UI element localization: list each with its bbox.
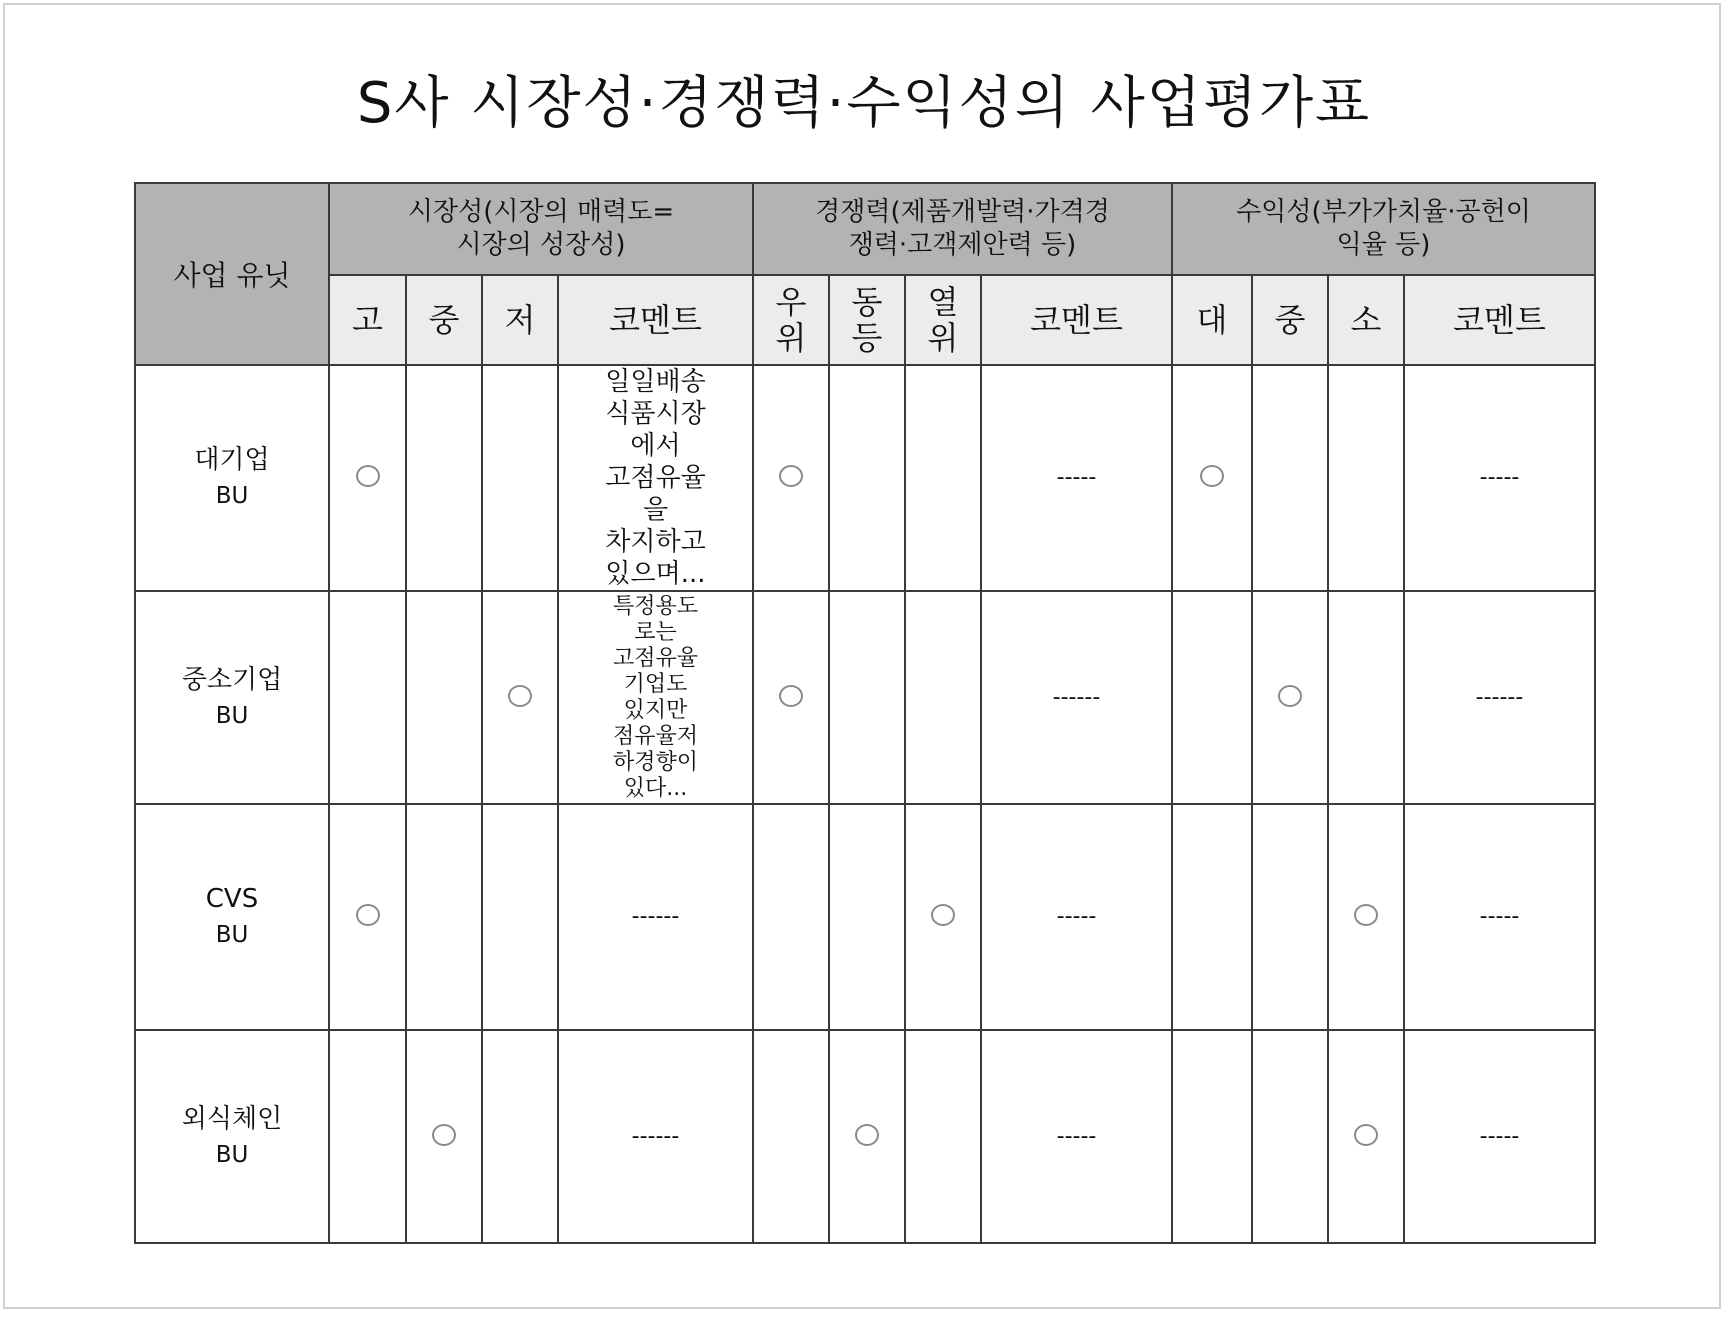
circle-mark-icon (931, 904, 955, 926)
circle-mark-icon (1200, 465, 1224, 487)
rating-mark (1328, 804, 1404, 1030)
table-row (135, 365, 1595, 591)
rating-cell (1328, 365, 1404, 591)
rating-mark (1328, 1030, 1404, 1243)
rating-cell (1172, 804, 1252, 1030)
rating-cell (406, 365, 482, 591)
circle-mark-icon (855, 1124, 879, 1146)
profit-small-header: 소 (1328, 275, 1404, 365)
rating-cell (829, 365, 905, 591)
business-unit-header: 사업 유닛 (135, 183, 329, 365)
table-row (135, 1030, 1595, 1243)
circle-mark-icon (779, 465, 803, 487)
rating-cell (1328, 591, 1404, 804)
rating-mark (329, 804, 406, 1030)
profit-mid-header: 중 (1252, 275, 1328, 365)
profit-comment-header: 코멘트 (1404, 275, 1595, 365)
market-low-header: 저 (482, 275, 558, 365)
profit-comment: ----- (1404, 365, 1595, 591)
circle-mark-icon (508, 685, 532, 707)
circle-mark-icon (356, 904, 380, 926)
circle-mark-icon (432, 1124, 456, 1146)
circle-mark-icon (1278, 685, 1302, 707)
rating-cell (406, 591, 482, 804)
market-comment: 일일배송 식품시장 에서 고점유율 을 차지하고 있으며... (558, 365, 753, 591)
rating-mark (829, 1030, 905, 1243)
rating-cell (905, 591, 981, 804)
rating-mark (1252, 591, 1328, 804)
market-group-header: 시장성(시장의 매력도= 시장의 성장성) (329, 183, 753, 275)
rating-mark (406, 1030, 482, 1243)
rating-cell (829, 804, 905, 1030)
rating-cell (1172, 1030, 1252, 1243)
market-high-header: 고 (329, 275, 406, 365)
rating-cell (1252, 1030, 1328, 1243)
rating-cell (329, 591, 406, 804)
rating-mark (905, 804, 981, 1030)
circle-mark-icon (1354, 1124, 1378, 1146)
rating-cell (406, 804, 482, 1030)
rating-mark (753, 365, 829, 591)
circle-mark-icon (779, 685, 803, 707)
competition-comment: ----- (981, 804, 1172, 1030)
rating-cell (905, 1030, 981, 1243)
rating-cell (482, 1030, 558, 1243)
business-unit-cell: 대기업 BU (135, 365, 329, 591)
circle-mark-icon (1354, 904, 1378, 926)
competition-inferior-header: 열 위 (905, 275, 981, 365)
competition-group-header: 경쟁력(제품개발력·가격경 쟁력·고객제안력 등) (753, 183, 1172, 275)
rating-cell (753, 1030, 829, 1243)
market-comment: ------ (558, 804, 753, 1030)
competition-comment: ----- (981, 1030, 1172, 1243)
market-comment-header: 코멘트 (558, 275, 753, 365)
table-row (135, 804, 1595, 1030)
rating-cell (1252, 365, 1328, 591)
competition-equal-header: 동 등 (829, 275, 905, 365)
rating-cell (1252, 804, 1328, 1030)
rating-mark (753, 591, 829, 804)
rating-cell (329, 1030, 406, 1243)
business-unit-cell: CVS BU (135, 804, 329, 1030)
business-unit-cell: 외식체인 BU (135, 1030, 329, 1243)
profit-comment: ----- (1404, 1030, 1595, 1243)
page-title: S사 시장성·경쟁력·수익성의 사업평가표 (356, 71, 1372, 136)
rating-cell (829, 591, 905, 804)
competition-comment: ----- (981, 365, 1172, 591)
rating-cell (753, 804, 829, 1030)
rating-cell (482, 804, 558, 1030)
rating-cell (1172, 591, 1252, 804)
market-mid-header: 중 (406, 275, 482, 365)
market-comment: 특정용도 로는 고점유율 기업도 있지만 점유율저 하경향이 있다... (558, 591, 753, 804)
profit-comment: ------ (1404, 591, 1595, 804)
evaluation-table (134, 182, 1596, 1244)
rating-mark (329, 365, 406, 591)
competition-comment-header: 코멘트 (981, 275, 1172, 365)
circle-mark-icon (356, 465, 380, 487)
profit-comment: ----- (1404, 804, 1595, 1030)
rating-mark (1172, 365, 1252, 591)
rating-cell (482, 365, 558, 591)
rating-cell (905, 365, 981, 591)
market-comment: ------ (558, 1030, 753, 1243)
competition-superior-header: 우 위 (753, 275, 829, 365)
profit-large-header: 대 (1172, 275, 1252, 365)
competition-comment: ------ (981, 591, 1172, 804)
rating-mark (482, 591, 558, 804)
table-row (135, 591, 1595, 804)
profit-group-header: 수익성(부가가치율·공헌이 익율 등) (1172, 183, 1595, 275)
business-unit-cell: 중소기업 BU (135, 591, 329, 804)
